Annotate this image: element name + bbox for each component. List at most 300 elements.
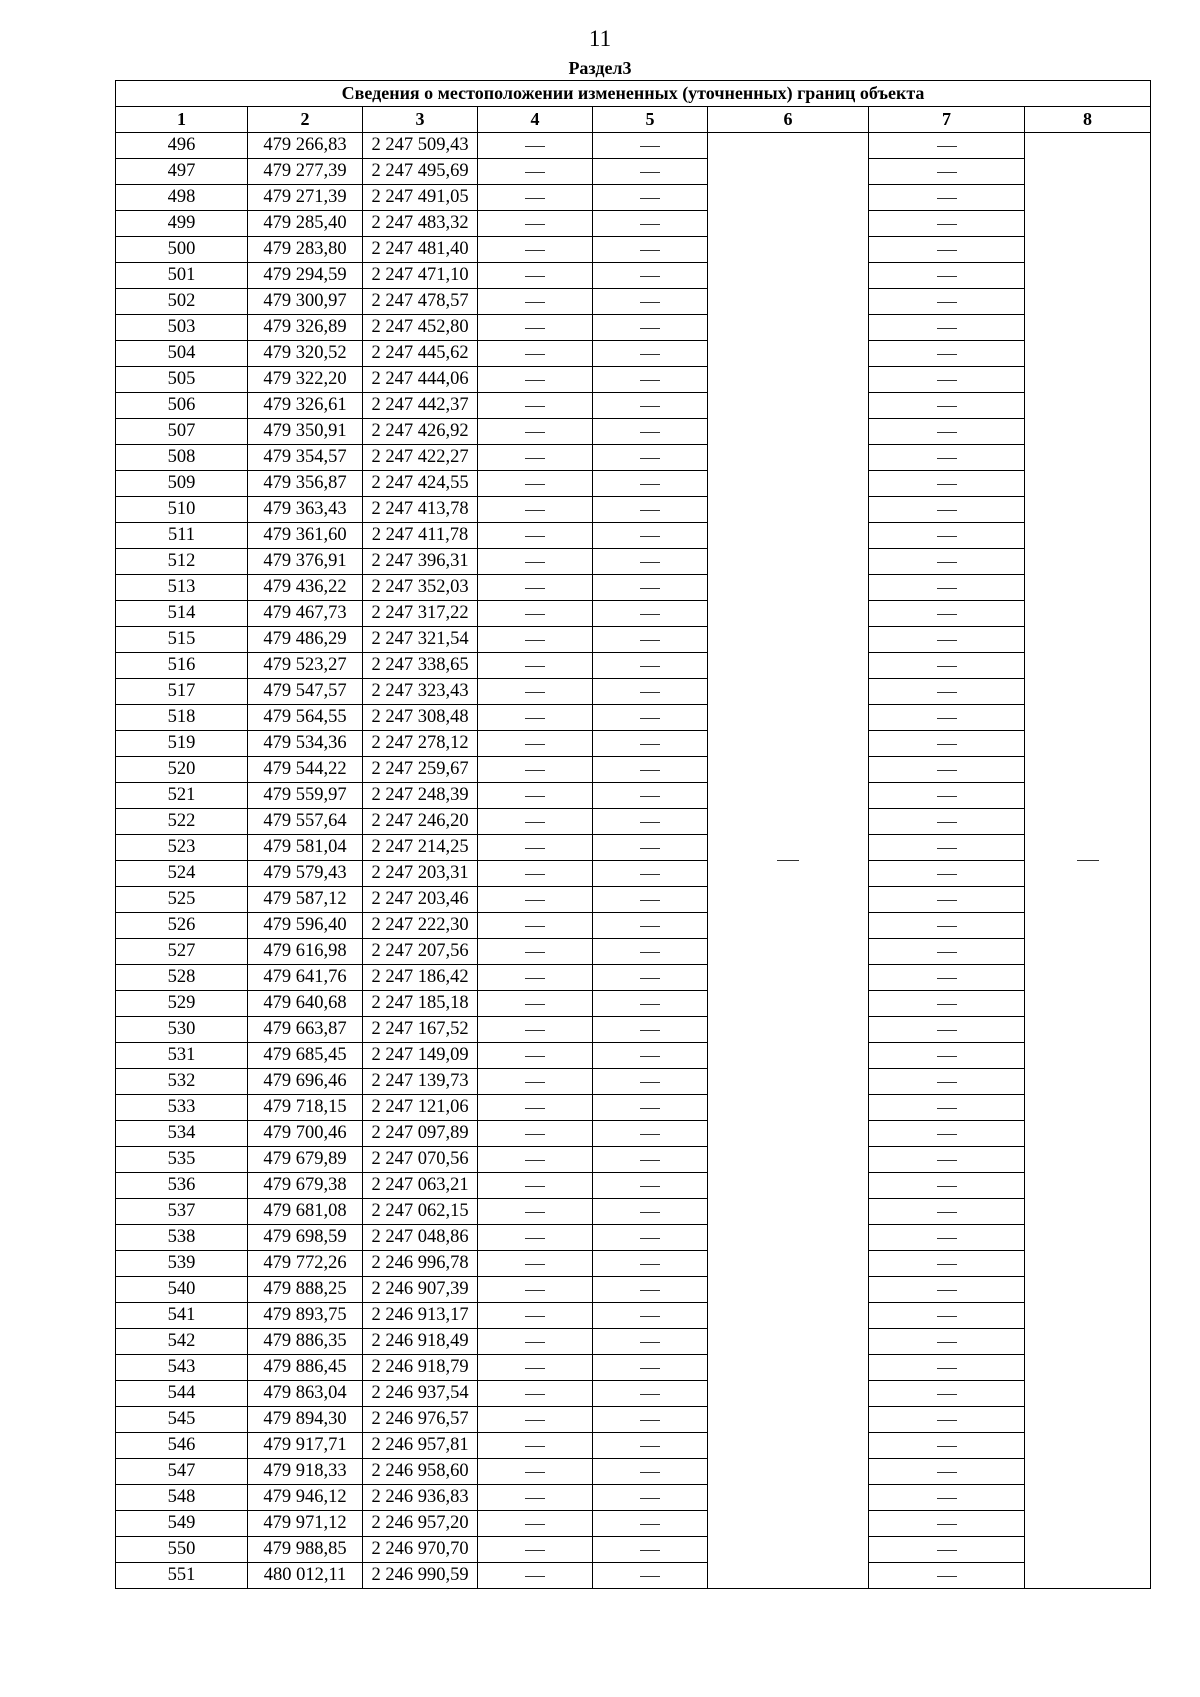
column-4-cell bbox=[478, 1121, 593, 1147]
y-coordinate-cell: 2 246 937,54 bbox=[363, 1381, 478, 1407]
column-4-cell bbox=[478, 237, 593, 263]
column-header: 5 bbox=[593, 107, 708, 133]
column-header: 3 bbox=[363, 107, 478, 133]
dash-mark bbox=[937, 172, 957, 173]
dash-mark bbox=[937, 848, 957, 849]
column-7-cell bbox=[869, 679, 1025, 705]
x-coordinate-cell: 479 363,43 bbox=[248, 497, 363, 523]
column-header: 1 bbox=[116, 107, 248, 133]
table-row bbox=[116, 1173, 1151, 1199]
dash-mark bbox=[525, 354, 545, 355]
dash-mark bbox=[937, 978, 957, 979]
x-coordinate-cell: 479 863,04 bbox=[248, 1381, 363, 1407]
dash-mark bbox=[640, 1056, 660, 1057]
column-4-cell bbox=[478, 1511, 593, 1537]
dash-mark bbox=[937, 666, 957, 667]
dash-mark bbox=[525, 562, 545, 563]
column-5-cell bbox=[593, 471, 708, 497]
y-coordinate-cell: 2 247 259,67 bbox=[363, 757, 478, 783]
column-7-cell bbox=[869, 315, 1025, 341]
x-coordinate-cell: 479 946,12 bbox=[248, 1485, 363, 1511]
column-4-cell bbox=[478, 1043, 593, 1069]
x-coordinate-cell: 480 012,11 bbox=[248, 1563, 363, 1589]
y-coordinate-cell: 2 246 957,20 bbox=[363, 1511, 478, 1537]
table-row bbox=[116, 419, 1151, 445]
y-coordinate-cell: 2 246 990,59 bbox=[363, 1563, 478, 1589]
point-number-cell: 551 bbox=[116, 1563, 248, 1589]
column-7-cell bbox=[869, 1537, 1025, 1563]
table-row bbox=[116, 601, 1151, 627]
dash-mark bbox=[640, 1342, 660, 1343]
point-number-cell: 509 bbox=[116, 471, 248, 497]
dash-mark bbox=[937, 614, 957, 615]
y-coordinate-cell: 2 247 452,80 bbox=[363, 315, 478, 341]
column-4-cell bbox=[478, 731, 593, 757]
table-row bbox=[116, 1251, 1151, 1277]
column-5-cell bbox=[593, 913, 708, 939]
column-4-cell bbox=[478, 1199, 593, 1225]
table-row bbox=[116, 1277, 1151, 1303]
column-4-cell bbox=[478, 211, 593, 237]
dash-mark bbox=[937, 1186, 957, 1187]
dash-mark bbox=[937, 1316, 957, 1317]
table-row bbox=[116, 1199, 1151, 1225]
point-number-cell: 533 bbox=[116, 1095, 248, 1121]
page-number: 11 bbox=[588, 26, 612, 51]
table-row bbox=[116, 1043, 1151, 1069]
x-coordinate-cell: 479 988,85 bbox=[248, 1537, 363, 1563]
point-number-cell: 525 bbox=[116, 887, 248, 913]
dash-mark bbox=[640, 900, 660, 901]
dash-mark bbox=[640, 640, 660, 641]
dash-mark bbox=[640, 1576, 660, 1577]
column-4-cell bbox=[478, 1095, 593, 1121]
dash-mark bbox=[640, 302, 660, 303]
x-coordinate-cell: 479 320,52 bbox=[248, 341, 363, 367]
y-coordinate-cell: 2 247 185,18 bbox=[363, 991, 478, 1017]
dash-mark bbox=[525, 536, 545, 537]
x-coordinate-cell: 479 350,91 bbox=[248, 419, 363, 445]
x-coordinate-cell: 479 361,60 bbox=[248, 523, 363, 549]
column-4-cell bbox=[478, 1329, 593, 1355]
dash-mark bbox=[640, 276, 660, 277]
table-row bbox=[116, 1095, 1151, 1121]
column-7-cell bbox=[869, 419, 1025, 445]
table-row bbox=[116, 1563, 1151, 1589]
y-coordinate-cell: 2 247 426,92 bbox=[363, 419, 478, 445]
dash-mark bbox=[640, 1524, 660, 1525]
dash-mark bbox=[937, 146, 957, 147]
column-4-cell bbox=[478, 419, 593, 445]
column-4-cell bbox=[478, 159, 593, 185]
column-header: 6 bbox=[708, 107, 869, 133]
y-coordinate-cell: 2 247 308,48 bbox=[363, 705, 478, 731]
column-5-cell bbox=[593, 1355, 708, 1381]
x-coordinate-cell: 479 700,46 bbox=[248, 1121, 363, 1147]
table-row bbox=[116, 445, 1151, 471]
x-coordinate-cell: 479 641,76 bbox=[248, 965, 363, 991]
column-header-row bbox=[116, 107, 1151, 133]
column-4-cell bbox=[478, 991, 593, 1017]
column-7-cell bbox=[869, 1095, 1025, 1121]
column-7-cell bbox=[869, 1043, 1025, 1069]
point-number-cell: 520 bbox=[116, 757, 248, 783]
column-7-cell bbox=[869, 497, 1025, 523]
column-4-cell bbox=[478, 575, 593, 601]
table-row bbox=[116, 471, 1151, 497]
dash-mark bbox=[525, 1498, 545, 1499]
y-coordinate-cell: 2 246 907,39 bbox=[363, 1277, 478, 1303]
column-5-cell bbox=[593, 965, 708, 991]
y-coordinate-cell: 2 246 958,60 bbox=[363, 1459, 478, 1485]
x-coordinate-cell: 479 596,40 bbox=[248, 913, 363, 939]
dash-mark bbox=[1077, 860, 1099, 861]
y-coordinate-cell: 2 246 957,81 bbox=[363, 1433, 478, 1459]
column-5-cell bbox=[593, 1147, 708, 1173]
column-4-cell bbox=[478, 497, 593, 523]
point-number-cell: 540 bbox=[116, 1277, 248, 1303]
column-7-cell bbox=[869, 1407, 1025, 1433]
dash-mark bbox=[525, 1290, 545, 1291]
dash-mark bbox=[640, 848, 660, 849]
column-4-cell bbox=[478, 1277, 593, 1303]
dash-mark bbox=[937, 380, 957, 381]
x-coordinate-cell: 479 559,97 bbox=[248, 783, 363, 809]
y-coordinate-cell: 2 247 121,06 bbox=[363, 1095, 478, 1121]
column-7-cell bbox=[869, 393, 1025, 419]
table-row bbox=[116, 263, 1151, 289]
dash-mark bbox=[640, 718, 660, 719]
x-coordinate-cell: 479 354,57 bbox=[248, 445, 363, 471]
point-number-cell: 547 bbox=[116, 1459, 248, 1485]
column-7-cell bbox=[869, 1329, 1025, 1355]
table-row bbox=[116, 1459, 1151, 1485]
table-row bbox=[116, 367, 1151, 393]
point-number-cell: 517 bbox=[116, 679, 248, 705]
y-coordinate-cell: 2 247 278,12 bbox=[363, 731, 478, 757]
column-7-cell bbox=[869, 809, 1025, 835]
point-number-cell: 526 bbox=[116, 913, 248, 939]
y-coordinate-cell: 2 246 913,17 bbox=[363, 1303, 478, 1329]
column-5-cell bbox=[593, 731, 708, 757]
x-coordinate-cell: 479 698,59 bbox=[248, 1225, 363, 1251]
dash-mark bbox=[640, 588, 660, 589]
y-coordinate-cell: 2 247 203,46 bbox=[363, 887, 478, 913]
point-number-cell: 542 bbox=[116, 1329, 248, 1355]
column-5-cell bbox=[593, 289, 708, 315]
x-coordinate-cell: 479 326,61 bbox=[248, 393, 363, 419]
column-4-cell bbox=[478, 913, 593, 939]
column-5-cell bbox=[593, 523, 708, 549]
dash-mark bbox=[937, 484, 957, 485]
x-coordinate-cell: 479 917,71 bbox=[248, 1433, 363, 1459]
column-4-cell bbox=[478, 1303, 593, 1329]
column-5-cell bbox=[593, 835, 708, 861]
dash-mark bbox=[937, 1290, 957, 1291]
column-5-cell bbox=[593, 601, 708, 627]
dash-mark bbox=[525, 952, 545, 953]
y-coordinate-cell: 2 247 411,78 bbox=[363, 523, 478, 549]
dash-mark bbox=[525, 432, 545, 433]
x-coordinate-cell: 479 616,98 bbox=[248, 939, 363, 965]
y-coordinate-cell: 2 247 097,89 bbox=[363, 1121, 478, 1147]
column-7-cell bbox=[869, 965, 1025, 991]
column-7-cell bbox=[869, 705, 1025, 731]
column-5-cell bbox=[593, 991, 708, 1017]
column-5-cell bbox=[593, 1121, 708, 1147]
table-row bbox=[116, 159, 1151, 185]
y-coordinate-cell: 2 247 422,27 bbox=[363, 445, 478, 471]
x-coordinate-cell: 479 564,55 bbox=[248, 705, 363, 731]
column-5-cell bbox=[593, 263, 708, 289]
y-coordinate-cell: 2 247 186,42 bbox=[363, 965, 478, 991]
dash-mark bbox=[640, 952, 660, 953]
dash-mark bbox=[640, 1290, 660, 1291]
dash-mark bbox=[937, 796, 957, 797]
column-5-cell bbox=[593, 1173, 708, 1199]
dash-mark bbox=[525, 1186, 545, 1187]
table-row bbox=[116, 705, 1151, 731]
dash-mark bbox=[640, 406, 660, 407]
dash-mark bbox=[525, 796, 545, 797]
column-5-cell bbox=[593, 1433, 708, 1459]
y-coordinate-cell: 2 246 918,79 bbox=[363, 1355, 478, 1381]
dash-mark bbox=[525, 666, 545, 667]
dash-mark bbox=[937, 770, 957, 771]
column-4-cell bbox=[478, 783, 593, 809]
column-5-cell bbox=[593, 1563, 708, 1589]
column-5-cell bbox=[593, 627, 708, 653]
dash-mark bbox=[525, 328, 545, 329]
dash-mark bbox=[525, 1420, 545, 1421]
x-coordinate-cell: 479 772,26 bbox=[248, 1251, 363, 1277]
point-number-cell: 546 bbox=[116, 1433, 248, 1459]
column-4-cell bbox=[478, 367, 593, 393]
column-5-cell bbox=[593, 1381, 708, 1407]
y-coordinate-cell: 2 246 918,49 bbox=[363, 1329, 478, 1355]
table-row bbox=[116, 1147, 1151, 1173]
table-row bbox=[116, 133, 1151, 159]
column-5-cell bbox=[593, 1069, 708, 1095]
dash-mark bbox=[937, 328, 957, 329]
table-row bbox=[116, 757, 1151, 783]
column-5-cell bbox=[593, 549, 708, 575]
table-row bbox=[116, 1069, 1151, 1095]
x-coordinate-cell: 479 679,38 bbox=[248, 1173, 363, 1199]
column-7-cell bbox=[869, 1433, 1025, 1459]
column-4-cell bbox=[478, 1069, 593, 1095]
dash-mark bbox=[937, 1342, 957, 1343]
dash-mark bbox=[525, 900, 545, 901]
dash-mark bbox=[937, 874, 957, 875]
dash-mark bbox=[525, 1212, 545, 1213]
column-7-cell bbox=[869, 185, 1025, 211]
column-5-cell bbox=[593, 783, 708, 809]
dash-mark bbox=[640, 1212, 660, 1213]
column-4-cell bbox=[478, 133, 593, 159]
dash-mark bbox=[525, 1524, 545, 1525]
point-number-cell: 523 bbox=[116, 835, 248, 861]
x-coordinate-cell: 479 971,12 bbox=[248, 1511, 363, 1537]
column-7-cell bbox=[869, 887, 1025, 913]
point-number-cell: 522 bbox=[116, 809, 248, 835]
point-number-cell: 518 bbox=[116, 705, 248, 731]
point-number-cell: 519 bbox=[116, 731, 248, 757]
x-coordinate-cell: 479 888,25 bbox=[248, 1277, 363, 1303]
point-number-cell: 498 bbox=[116, 185, 248, 211]
dash-mark bbox=[640, 1316, 660, 1317]
dash-mark bbox=[525, 406, 545, 407]
column-5-cell bbox=[593, 419, 708, 445]
column-7-cell bbox=[869, 1147, 1025, 1173]
point-number-cell: 502 bbox=[116, 289, 248, 315]
table-row bbox=[116, 237, 1151, 263]
y-coordinate-cell: 2 247 413,78 bbox=[363, 497, 478, 523]
column-7-cell bbox=[869, 237, 1025, 263]
dash-mark bbox=[937, 744, 957, 745]
dash-mark bbox=[525, 380, 545, 381]
table-row bbox=[116, 809, 1151, 835]
y-coordinate-cell: 2 247 063,21 bbox=[363, 1173, 478, 1199]
dash-mark bbox=[525, 848, 545, 849]
column-5-cell bbox=[593, 1251, 708, 1277]
x-coordinate-cell: 479 894,30 bbox=[248, 1407, 363, 1433]
column-4-cell bbox=[478, 1225, 593, 1251]
x-coordinate-cell: 479 266,83 bbox=[248, 133, 363, 159]
dash-mark bbox=[640, 536, 660, 537]
dash-mark bbox=[525, 718, 545, 719]
y-coordinate-cell: 2 247 396,31 bbox=[363, 549, 478, 575]
column-7-cell bbox=[869, 1173, 1025, 1199]
table-row bbox=[116, 1121, 1151, 1147]
column-7-cell bbox=[869, 627, 1025, 653]
column-7-cell bbox=[869, 835, 1025, 861]
column-4-cell bbox=[478, 393, 593, 419]
x-coordinate-cell: 479 326,89 bbox=[248, 315, 363, 341]
x-coordinate-cell: 479 696,46 bbox=[248, 1069, 363, 1095]
table-row bbox=[116, 341, 1151, 367]
table-row bbox=[116, 393, 1151, 419]
dash-mark bbox=[937, 1264, 957, 1265]
column-5-cell bbox=[593, 133, 708, 159]
dash-mark bbox=[640, 978, 660, 979]
point-number-cell: 529 bbox=[116, 991, 248, 1017]
dash-mark bbox=[640, 796, 660, 797]
table-row bbox=[116, 523, 1151, 549]
dash-mark bbox=[937, 1368, 957, 1369]
dash-mark bbox=[937, 822, 957, 823]
column-7-cell bbox=[869, 367, 1025, 393]
point-number-cell: 528 bbox=[116, 965, 248, 991]
point-number-cell: 514 bbox=[116, 601, 248, 627]
point-number-cell: 536 bbox=[116, 1173, 248, 1199]
y-coordinate-cell: 2 247 509,43 bbox=[363, 133, 478, 159]
y-coordinate-cell: 2 247 062,15 bbox=[363, 1199, 478, 1225]
table-row bbox=[116, 1511, 1151, 1537]
column-7-cell bbox=[869, 1485, 1025, 1511]
dash-mark bbox=[640, 250, 660, 251]
column-5-cell bbox=[593, 1511, 708, 1537]
dash-mark bbox=[937, 432, 957, 433]
column-7-cell bbox=[869, 263, 1025, 289]
column-7-cell bbox=[869, 1017, 1025, 1043]
column-5-cell bbox=[593, 1303, 708, 1329]
dash-mark bbox=[640, 1420, 660, 1421]
column-7-cell bbox=[869, 1251, 1025, 1277]
dash-mark bbox=[640, 1082, 660, 1083]
point-number-cell: 501 bbox=[116, 263, 248, 289]
y-coordinate-cell: 2 247 139,73 bbox=[363, 1069, 478, 1095]
column-7-cell bbox=[869, 939, 1025, 965]
dash-mark bbox=[525, 614, 545, 615]
column-5-cell bbox=[593, 341, 708, 367]
dash-mark bbox=[640, 1108, 660, 1109]
dash-mark bbox=[640, 380, 660, 381]
dash-mark bbox=[525, 1550, 545, 1551]
x-coordinate-cell: 479 893,75 bbox=[248, 1303, 363, 1329]
column-4-cell bbox=[478, 679, 593, 705]
column-4-cell bbox=[478, 1173, 593, 1199]
dash-mark bbox=[937, 1576, 957, 1577]
column-5-cell bbox=[593, 393, 708, 419]
column-4-cell bbox=[478, 601, 593, 627]
column-5-cell bbox=[593, 211, 708, 237]
point-number-cell: 537 bbox=[116, 1199, 248, 1225]
section-title: Раздел3 bbox=[568, 58, 632, 78]
dash-mark bbox=[525, 744, 545, 745]
column-4-cell bbox=[478, 549, 593, 575]
dash-mark bbox=[640, 822, 660, 823]
dash-mark bbox=[937, 198, 957, 199]
dash-mark bbox=[937, 406, 957, 407]
table-row bbox=[116, 627, 1151, 653]
y-coordinate-cell: 2 247 478,57 bbox=[363, 289, 478, 315]
dash-mark bbox=[525, 276, 545, 277]
table-row bbox=[116, 913, 1151, 939]
dash-mark bbox=[937, 640, 957, 641]
dash-mark bbox=[525, 1030, 545, 1031]
table-row bbox=[116, 861, 1151, 887]
table-row bbox=[116, 1225, 1151, 1251]
point-number-cell: 510 bbox=[116, 497, 248, 523]
dash-mark bbox=[525, 510, 545, 511]
dash-mark bbox=[640, 1498, 660, 1499]
dash-mark bbox=[525, 1108, 545, 1109]
column-5-cell bbox=[593, 809, 708, 835]
table-row bbox=[116, 1537, 1151, 1563]
column-7-cell bbox=[869, 913, 1025, 939]
dash-mark bbox=[640, 510, 660, 511]
dash-mark bbox=[937, 510, 957, 511]
table-row bbox=[116, 1355, 1151, 1381]
point-number-cell: 512 bbox=[116, 549, 248, 575]
column-7-cell bbox=[869, 1355, 1025, 1381]
table-row bbox=[116, 835, 1151, 861]
y-coordinate-cell: 2 247 442,37 bbox=[363, 393, 478, 419]
table-row bbox=[116, 939, 1151, 965]
point-number-cell: 507 bbox=[116, 419, 248, 445]
table-row bbox=[116, 1303, 1151, 1329]
column-5-cell bbox=[593, 497, 708, 523]
x-coordinate-cell: 479 579,43 bbox=[248, 861, 363, 887]
x-coordinate-cell: 479 534,36 bbox=[248, 731, 363, 757]
point-number-cell: 538 bbox=[116, 1225, 248, 1251]
x-coordinate-cell: 479 322,20 bbox=[248, 367, 363, 393]
column-7-cell bbox=[869, 523, 1025, 549]
column-5-cell bbox=[593, 1407, 708, 1433]
point-number-cell: 532 bbox=[116, 1069, 248, 1095]
dash-mark bbox=[937, 536, 957, 537]
